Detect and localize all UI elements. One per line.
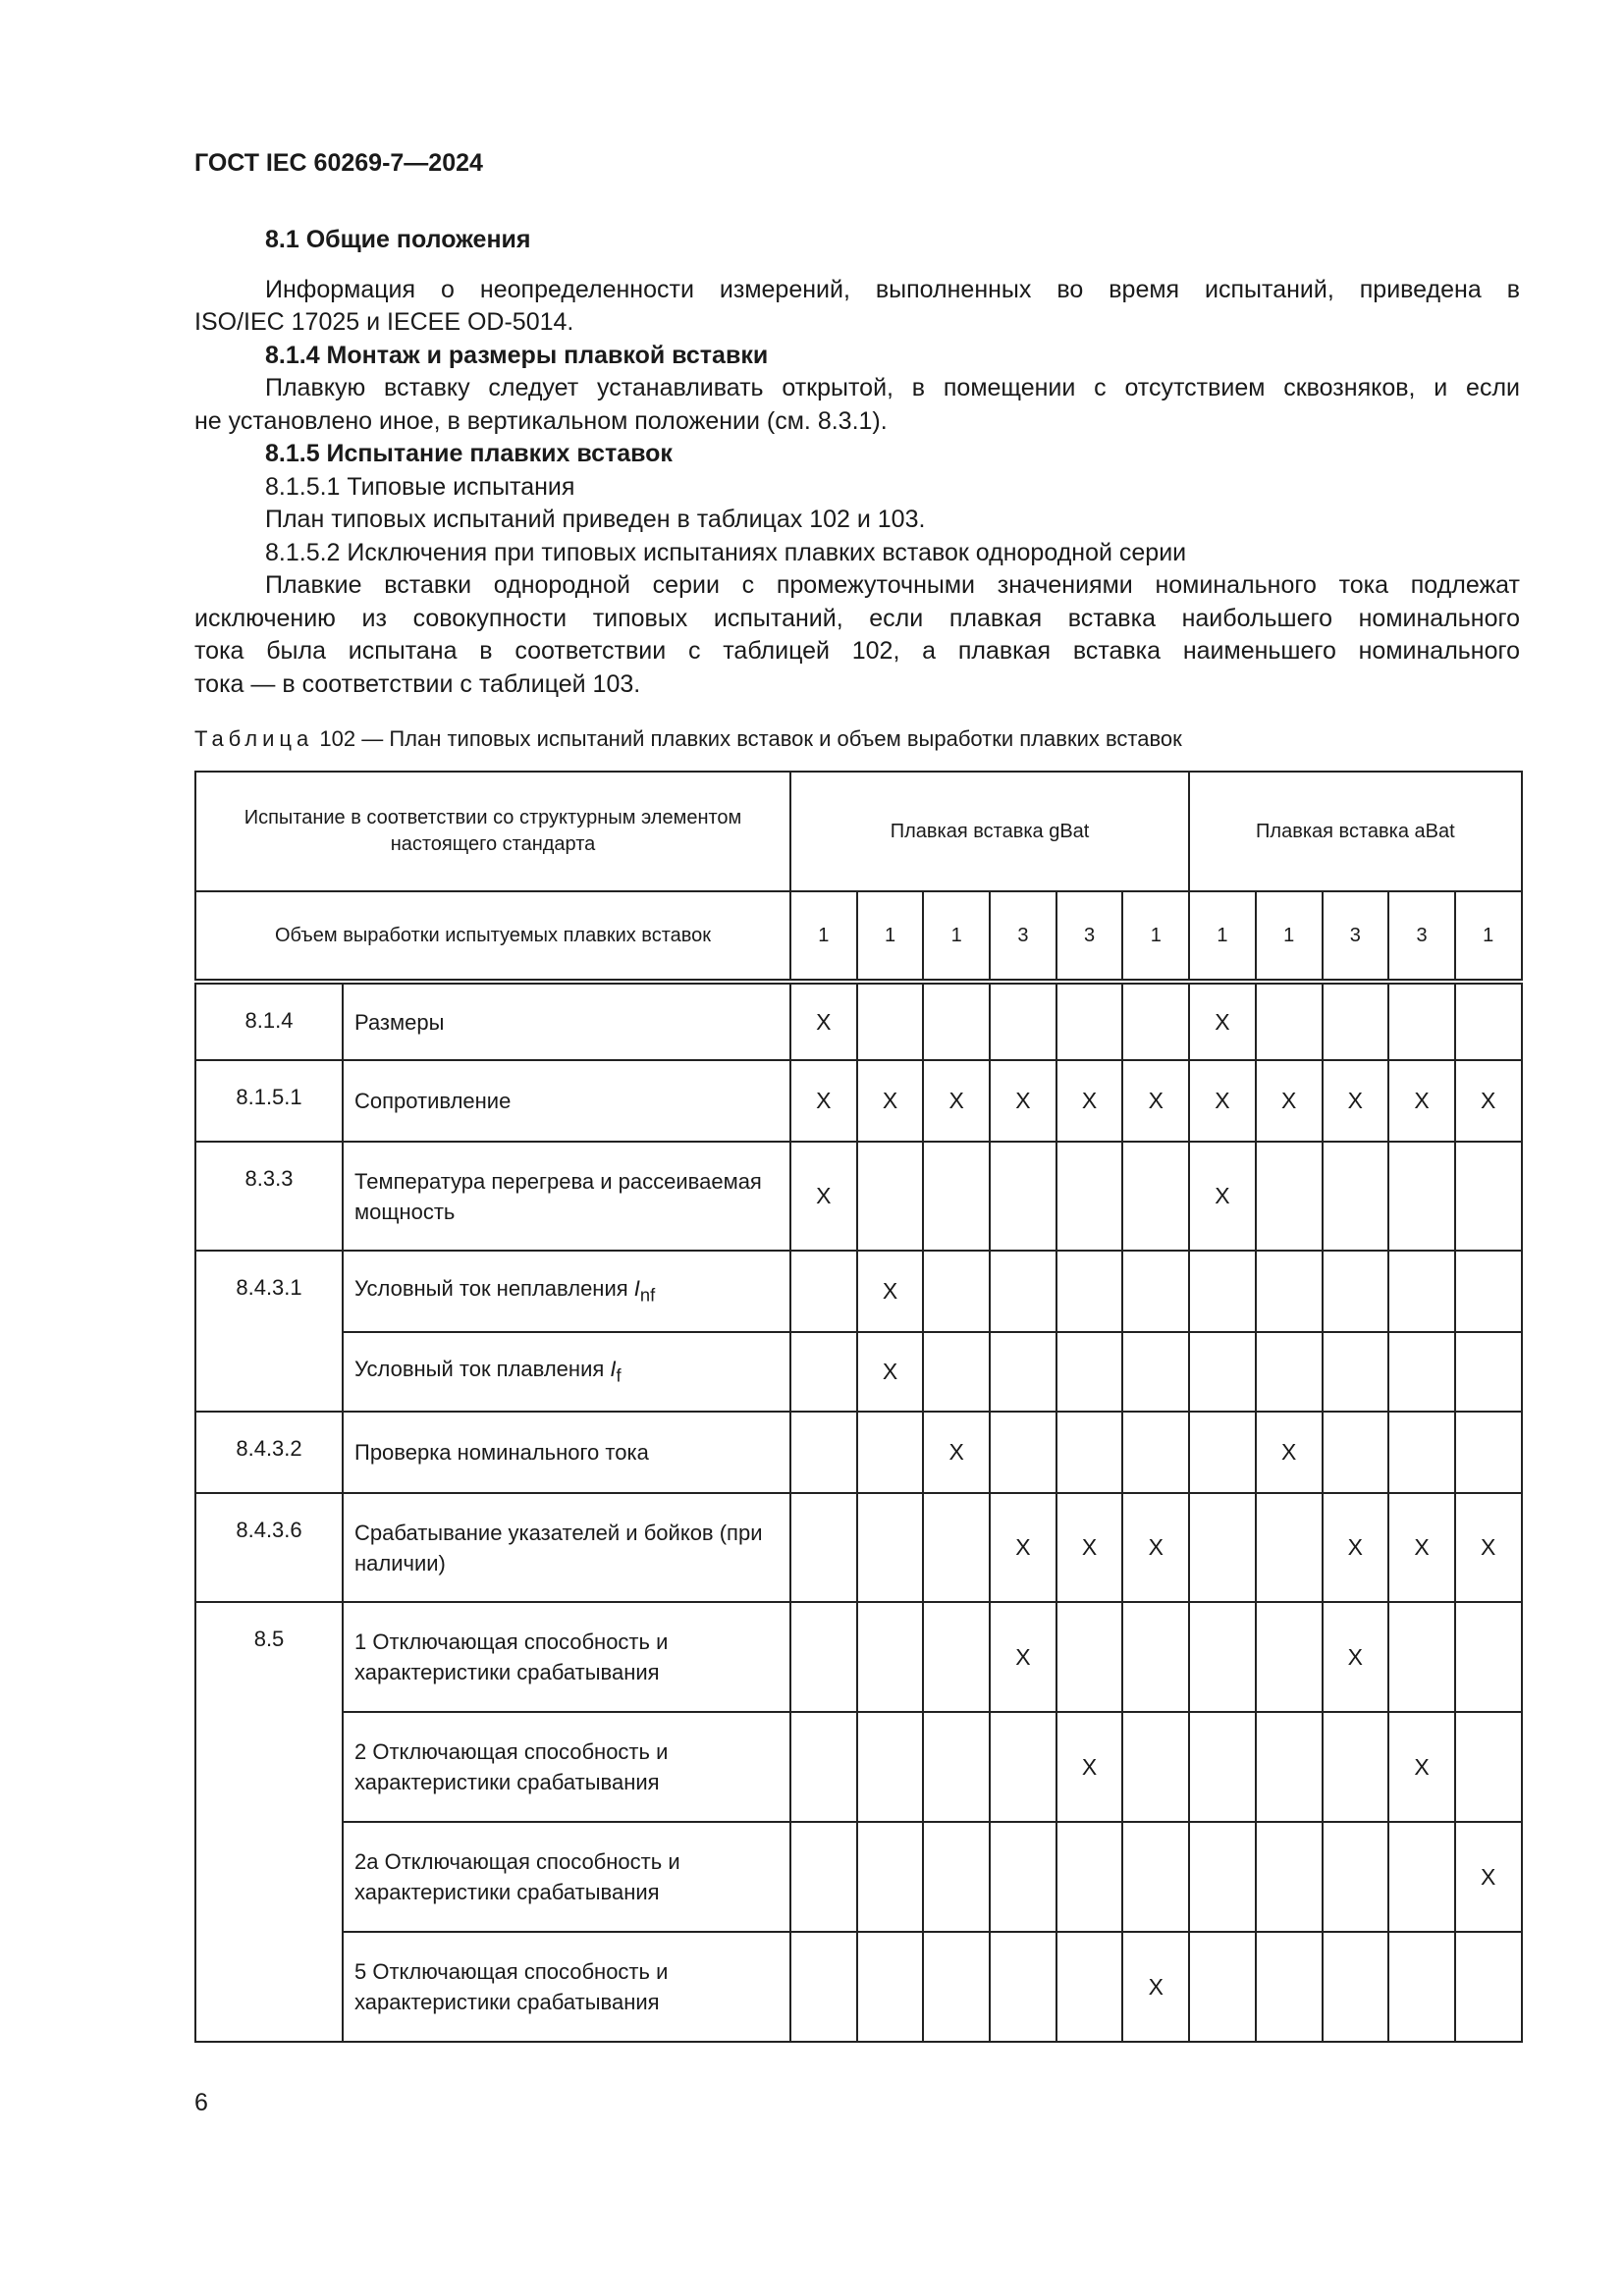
mark-cell-empty [1189, 1332, 1256, 1412]
mark-cell-empty [990, 982, 1056, 1060]
test-name-text: Температура перегрева и рассеиваемая мощность [354, 1168, 762, 1224]
mark-cell-empty [1388, 1332, 1455, 1412]
count-cell: 1 [1189, 891, 1256, 982]
mark-cell-empty [857, 1142, 924, 1251]
mark-cell-x: X [1323, 1060, 1389, 1142]
mark-cell-empty [1388, 982, 1455, 1060]
table-header-row [195, 772, 1522, 891]
table-row [195, 1412, 1522, 1493]
mark-cell-empty [990, 1932, 1056, 2042]
mark-cell-empty [990, 1822, 1056, 1932]
count-cell: 3 [1056, 891, 1123, 982]
heading-8-1-5: 8.1.5 Испытание плавких вставок [265, 440, 673, 467]
mark-cell-empty [1056, 1332, 1123, 1412]
mark-cell-empty [1189, 1712, 1256, 1822]
mark-cell-empty [1122, 1251, 1189, 1332]
mark-cell-x: X [990, 1493, 1056, 1602]
mark-cell-empty [1388, 1412, 1455, 1493]
mark-cell-empty [1323, 1712, 1389, 1822]
symbol-subscript: f [616, 1364, 622, 1386]
mark-cell-empty [1323, 1332, 1389, 1412]
mark-cell-empty [1256, 1493, 1323, 1602]
mark-cell-empty [790, 1332, 857, 1412]
mark-cell-empty [790, 1251, 857, 1332]
mark-cell-empty [1189, 1493, 1256, 1602]
test-name [343, 1712, 790, 1822]
mark-cell-empty [1122, 1142, 1189, 1251]
mark-cell-empty [990, 1251, 1056, 1332]
test-name [343, 1932, 790, 2042]
test-name [343, 1142, 790, 1251]
mark-cell-x: X [1122, 1060, 1189, 1142]
test-name-text: Срабатывание указателей и бойков (при наличии) [354, 1520, 763, 1575]
mark-cell-empty [1122, 1602, 1189, 1712]
mark-cell-empty [1388, 1142, 1455, 1251]
section-code: 8.3.3 [195, 1142, 343, 1251]
table-row [195, 1493, 1522, 1602]
mark-cell-x: X [1122, 1932, 1189, 2042]
mark-cell-empty [1256, 1142, 1323, 1251]
mark-cell-empty [1388, 1602, 1455, 1712]
mark-cell-empty [1056, 1412, 1123, 1493]
mark-cell-empty [1388, 1251, 1455, 1332]
mark-cell-empty [1455, 1932, 1522, 2042]
mark-cell-empty [923, 1822, 990, 1932]
mark-cell-empty [990, 1412, 1056, 1493]
mark-cell-x: X [1189, 1142, 1256, 1251]
mark-cell-x: X [790, 1060, 857, 1142]
section-code: 8.4.3.6 [195, 1493, 343, 1602]
section-code: 8.5 [195, 1602, 343, 2042]
mark-cell-empty [857, 982, 924, 1060]
test-name-text: Условный ток неплавления [354, 1275, 634, 1301]
mark-cell-empty [1455, 982, 1522, 1060]
mark-cell-empty [923, 1602, 990, 1712]
mark-cell-x: X [1256, 1412, 1323, 1493]
document-id: ГОСТ IEC 60269-7—2024 [194, 149, 483, 177]
header-abat: Плавкая вставка aBat [1189, 772, 1521, 891]
mark-cell-empty [990, 1332, 1056, 1412]
count-cell: 1 [857, 891, 924, 982]
test-name [343, 1822, 790, 1932]
mark-cell-empty [857, 1412, 924, 1493]
mark-cell-empty [1323, 1142, 1389, 1251]
mark-cell-empty [1122, 982, 1189, 1060]
test-name-text: 2a Отключающая способность и характеристики срабатывания [354, 1849, 680, 1904]
mark-cell-empty [1323, 1412, 1389, 1493]
mark-cell-empty [1189, 1602, 1256, 1712]
test-name [343, 1251, 790, 1332]
test-name [343, 1060, 790, 1142]
test-name-text: Проверка номинального тока [354, 1440, 649, 1465]
mark-cell-empty [1256, 1822, 1323, 1932]
mark-cell-empty [1388, 1822, 1455, 1932]
mark-cell-x: X [1323, 1493, 1389, 1602]
mark-cell-empty [1056, 1251, 1123, 1332]
mark-cell-empty [923, 982, 990, 1060]
mark-cell-empty [857, 1932, 924, 2042]
mark-cell-empty [923, 1251, 990, 1332]
table-row [195, 1142, 1522, 1251]
mark-cell-empty [1189, 1822, 1256, 1932]
count-cell: 3 [1388, 891, 1455, 982]
mark-cell-empty [1455, 1251, 1522, 1332]
test-name [343, 1493, 790, 1602]
paragraph-line: План типовых испытаний приведен в таблицах 102 и 103. [265, 506, 926, 533]
count-label: Объем выработки испытуемых плавких вставок [195, 891, 790, 982]
mark-cell-x: X [1455, 1493, 1522, 1602]
mark-cell-empty [1056, 1602, 1123, 1712]
mark-cell-x: X [790, 982, 857, 1060]
mark-cell-x: X [1056, 1493, 1123, 1602]
paragraph-line: Плавкие вставки однородной серии с промежуточными значениями номинального тока подлежат [265, 571, 1520, 599]
mark-cell-x: X [1056, 1060, 1123, 1142]
mark-cell-empty [1256, 1602, 1323, 1712]
section-code: 8.4.3.1 [195, 1251, 343, 1412]
mark-cell-empty [923, 1712, 990, 1822]
mark-cell-empty [1189, 1932, 1256, 2042]
mark-cell-x: X [923, 1060, 990, 1142]
mark-cell-x: X [990, 1060, 1056, 1142]
mark-cell-empty [1122, 1332, 1189, 1412]
mark-cell-x: X [1388, 1712, 1455, 1822]
mark-cell-empty [1056, 1932, 1123, 2042]
table-row [195, 1251, 1522, 1332]
mark-cell-empty [1455, 1142, 1522, 1251]
mark-cell-empty [923, 1332, 990, 1412]
table-row [195, 1602, 1522, 1712]
heading-8-1: 8.1 Общие положения [265, 226, 531, 253]
test-name [343, 1332, 790, 1412]
mark-cell-empty [1455, 1602, 1522, 1712]
mark-cell-empty [1256, 1932, 1323, 2042]
mark-cell-empty [790, 1932, 857, 2042]
test-plan-table [194, 771, 1523, 2043]
paragraph-line: исключению из совокупности типовых испытаний, если плавкая вставка наибольшего номинального [194, 604, 1520, 632]
test-name-text: Размеры [354, 1009, 445, 1035]
mark-cell-empty [1056, 1142, 1123, 1251]
mark-cell-x: X [1455, 1822, 1522, 1932]
mark-cell-empty [1455, 1332, 1522, 1412]
mark-cell-empty [1256, 982, 1323, 1060]
count-cell: 1 [1122, 891, 1189, 982]
paragraph-line: тока была испытана в соответствии с таблицей 102, а плавкая вставка наименьшего номинального [194, 637, 1520, 665]
mark-cell-empty [990, 1712, 1056, 1822]
table-row [195, 1932, 1522, 2042]
test-name-text: Сопротивление [354, 1089, 512, 1113]
mark-cell-x: X [1455, 1060, 1522, 1142]
heading-8-1-4: 8.1.4 Монтаж и размеры плавкой вставки [265, 341, 769, 369]
count-cell: 3 [1323, 891, 1389, 982]
mark-cell-empty [1323, 1251, 1389, 1332]
mark-cell-empty [1256, 1332, 1323, 1412]
mark-cell-empty [790, 1493, 857, 1602]
count-cell: 1 [1455, 891, 1522, 982]
mark-cell-empty [1455, 1712, 1522, 1822]
caption-word: Таблица [194, 726, 314, 751]
count-cell: 3 [990, 891, 1056, 982]
heading-8-1-5-2: 8.1.5.2 Исключения при типовых испытаниях плавких вставок однородной серии [265, 538, 1187, 566]
mark-cell-empty [857, 1822, 924, 1932]
page-number: 6 [194, 2089, 208, 2116]
header-test: Испытание в соответствии со структурным элементом настоящего стандарта [195, 772, 790, 891]
mark-cell-empty [1256, 1712, 1323, 1822]
mark-cell-empty [1455, 1412, 1522, 1493]
test-name [343, 1602, 790, 1712]
mark-cell-empty [1256, 1251, 1323, 1332]
body-text [194, 224, 1520, 701]
mark-cell-empty [1056, 982, 1123, 1060]
mark-cell-x: X [857, 1060, 924, 1142]
mark-cell-empty [790, 1602, 857, 1712]
heading-8-1-5-1: 8.1.5.1 Типовые испытания [265, 472, 575, 501]
mark-cell-x: X [1056, 1712, 1123, 1822]
mark-cell-empty [1323, 1932, 1389, 2042]
paragraph-line: тока — в соответствии с таблицей 103. [194, 669, 641, 698]
mark-cell-x: X [1388, 1493, 1455, 1602]
mark-cell-empty [790, 1412, 857, 1493]
mark-cell-x: X [990, 1602, 1056, 1712]
table-row [195, 1822, 1522, 1932]
table-row [195, 1060, 1522, 1142]
mark-cell-empty [1122, 1412, 1189, 1493]
mark-cell-empty [790, 1822, 857, 1932]
mark-cell-x: X [857, 1251, 924, 1332]
table-row [195, 1712, 1522, 1822]
symbol-subscript: nf [639, 1284, 656, 1306]
mark-cell-empty [1388, 1932, 1455, 2042]
test-name [343, 1412, 790, 1493]
count-cell: 1 [790, 891, 857, 982]
mark-cell-x: X [1189, 982, 1256, 1060]
mark-cell-empty [923, 1142, 990, 1251]
paragraph-line: ISO/IEC 17025 и IECEE OD-5014. [194, 308, 574, 336]
count-cell: 1 [1256, 891, 1323, 982]
section-code: 8.4.3.2 [195, 1412, 343, 1493]
test-name-text: 1 Отключающая способность и характеристики срабатывания [354, 1629, 669, 1684]
test-name-text: 5 Отключающая способность и характеристики срабатывания [354, 1959, 669, 2014]
paragraph-line: Плавкую вставку следует устанавливать открытой, в помещении с отсутствием сквозняков, и если [265, 374, 1520, 401]
paragraph-line: не установлено иное, в вертикальном положении (см. 8.3.1). [194, 406, 888, 435]
section-code: 8.1.5.1 [195, 1060, 343, 1142]
count-row [195, 891, 1522, 982]
mark-cell-empty [790, 1712, 857, 1822]
mark-cell-x: X [923, 1412, 990, 1493]
table-caption [194, 726, 1182, 752]
mark-cell-x: X [1122, 1493, 1189, 1602]
table-row [195, 982, 1522, 1060]
paragraph-line: Информация о неопределенности измерений, выполненных во время испытаний, приведена в [265, 275, 1520, 303]
count-cell: 1 [923, 891, 990, 982]
mark-cell-empty [923, 1932, 990, 2042]
mark-cell-empty [1122, 1712, 1189, 1822]
mark-cell-empty [1189, 1412, 1256, 1493]
caption-text: 102 — План типовых испытаний плавких вставок и объем выработки плавких вставок [319, 726, 1182, 751]
mark-cell-x: X [1323, 1602, 1389, 1712]
mark-cell-empty [1323, 982, 1389, 1060]
mark-cell-empty [990, 1142, 1056, 1251]
mark-cell-x: X [1189, 1060, 1256, 1142]
mark-cell-empty [857, 1712, 924, 1822]
symbol: I [633, 1275, 640, 1301]
mark-cell-x: X [1256, 1060, 1323, 1142]
mark-cell-empty [857, 1602, 924, 1712]
mark-cell-empty [1189, 1251, 1256, 1332]
test-name-text: 2 Отключающая способность и характеристики срабатывания [354, 1739, 669, 1794]
mark-cell-empty [857, 1493, 924, 1602]
mark-cell-x: X [1388, 1060, 1455, 1142]
table-row [195, 1332, 1522, 1412]
section-code: 8.1.4 [195, 982, 343, 1060]
mark-cell-x: X [790, 1142, 857, 1251]
mark-cell-empty [1323, 1822, 1389, 1932]
symbol: I [610, 1356, 617, 1381]
test-name-text: Условный ток плавления [354, 1356, 611, 1381]
mark-cell-x: X [857, 1332, 924, 1412]
mark-cell-empty [923, 1493, 990, 1602]
mark-cell-empty [1056, 1822, 1123, 1932]
test-name [343, 982, 790, 1060]
header-gbat: Плавкая вставка gBat [790, 772, 1189, 891]
mark-cell-empty [1122, 1822, 1189, 1932]
